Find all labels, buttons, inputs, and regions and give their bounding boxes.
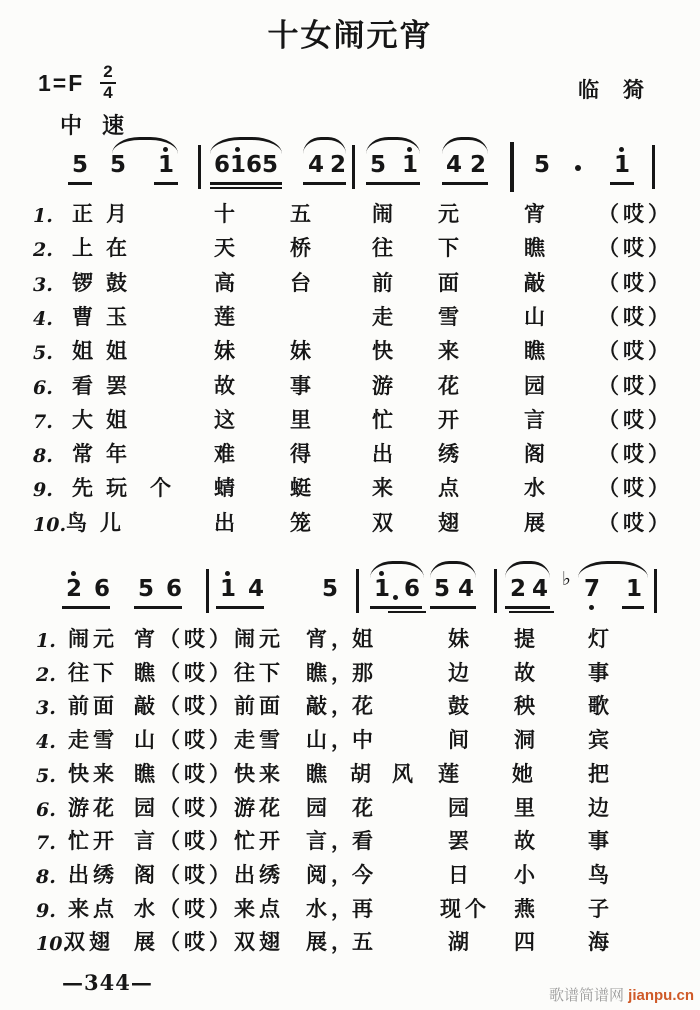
verse-cell: 现个 xyxy=(440,898,490,921)
verse-number: 5. xyxy=(36,765,56,787)
note-digit: 6 xyxy=(404,576,421,602)
verse-cell: 宾 xyxy=(588,729,613,752)
verse-cell: 里 xyxy=(290,409,315,432)
key-signature: 1=F xyxy=(38,70,85,96)
verse-cell: 罢 xyxy=(448,830,473,853)
octave-dot xyxy=(393,595,398,600)
note-digit: 4 xyxy=(248,576,265,602)
verse-cell: 阅， xyxy=(306,864,356,887)
note-digit: 4 xyxy=(458,576,475,602)
verse-cell: 园 xyxy=(448,797,473,820)
note-digit: 6 xyxy=(166,576,183,602)
verse-cell: 展， xyxy=(306,931,356,954)
verse-number: 7. xyxy=(36,832,56,854)
verse-cell: 秧 xyxy=(514,695,539,718)
verse-cell: 天 xyxy=(214,237,239,260)
verse-cell: 瞧 xyxy=(306,763,331,786)
verse-cell: 言（哎）忙开 xyxy=(134,830,284,853)
verse-cell: （哎） xyxy=(598,477,673,500)
verse-cell: 看 xyxy=(72,375,97,398)
watermark-url: jianpu.cn xyxy=(628,987,694,1004)
verse-cell: 再 xyxy=(352,898,377,921)
octave-dot xyxy=(225,571,230,576)
verse-cell: 双翅 xyxy=(64,931,114,954)
verse-cell: 边 xyxy=(588,797,613,820)
octave-dot xyxy=(619,147,624,152)
verse-cell: 前 xyxy=(372,272,397,295)
beam-underline xyxy=(509,611,554,614)
verse-cell: 元 xyxy=(438,203,463,226)
verse-cell: 个 xyxy=(150,477,175,500)
beam-underline xyxy=(610,182,634,185)
verse-cell: 正 xyxy=(72,203,97,226)
verse-cell: 往 xyxy=(372,237,397,260)
octave-dot xyxy=(589,605,594,610)
barline xyxy=(352,145,355,189)
verse-cell: 下 xyxy=(438,237,463,260)
verse-cell: 风 xyxy=(392,763,417,786)
beam-underline xyxy=(430,606,476,609)
verse-cell: 蜓 xyxy=(290,477,315,500)
time-signature xyxy=(100,63,115,102)
slur-arc xyxy=(505,561,550,578)
verse-cell: 玉 xyxy=(106,306,131,329)
verse-cell: 忙开 xyxy=(68,830,118,853)
verse-number: 6. xyxy=(36,799,56,821)
page-number: —344— xyxy=(62,970,153,995)
verse-cell: 瞧 xyxy=(524,237,549,260)
verse-cell: 在 xyxy=(106,237,131,260)
key-time-signature xyxy=(38,62,116,102)
verse-cell: 走 xyxy=(372,306,397,329)
verse-cell: 锣 xyxy=(72,272,97,295)
verse-cell: 来点 xyxy=(68,898,118,921)
verse-number: 4. xyxy=(36,731,56,753)
note-digit: 1 xyxy=(158,152,175,178)
verse-cell: 出 xyxy=(372,443,397,466)
barline xyxy=(356,569,359,613)
verse-cell: 今 xyxy=(352,864,377,887)
verse-cell: 花 xyxy=(352,797,377,820)
verse-cell: （哎） xyxy=(598,443,673,466)
slur-arc xyxy=(578,561,648,578)
verse-cell: 山（哎）走雪 xyxy=(134,729,284,752)
verse-cell: 提 xyxy=(514,628,539,651)
watermark-site-name: 歌谱简谱网 xyxy=(548,987,629,1004)
verse-cell: 来 xyxy=(372,477,397,500)
verse-cell: 游 xyxy=(372,375,397,398)
verse-cell: 园（哎）游花 xyxy=(134,797,284,820)
verse-number: 4. xyxy=(33,308,53,330)
verse-cell: 瞧 xyxy=(524,340,549,363)
verse-cell: 故 xyxy=(214,375,239,398)
verse-cell: 儿 xyxy=(100,512,125,535)
verse-number: 10. xyxy=(33,514,67,536)
verse-cell: （哎） xyxy=(598,375,673,398)
verse-cell: 故 xyxy=(514,662,539,685)
verse-cell: 五 xyxy=(290,203,315,226)
beam-underline xyxy=(370,606,422,609)
verse-cell: 面 xyxy=(438,272,463,295)
verse-number: 6. xyxy=(33,377,53,399)
verse-cell: 鼓 xyxy=(106,272,131,295)
octave-dot xyxy=(379,571,384,576)
verse-cell: 曹 xyxy=(72,306,97,329)
verse-cell: 得 xyxy=(290,443,315,466)
time-signature-denominator: 4 xyxy=(100,82,115,103)
barline xyxy=(510,142,514,192)
verse-cell: 阁 xyxy=(524,443,549,466)
verse-cell: 灯 xyxy=(588,628,613,651)
verse-number: 9. xyxy=(33,479,53,501)
verse-cell: 水（哎）来点 xyxy=(134,898,284,921)
verse-cell: 高 xyxy=(214,272,239,295)
verse-cell: 瞧， xyxy=(306,662,356,685)
verse-cell: 展 xyxy=(524,512,549,535)
verse-cell: 间 xyxy=(448,729,473,752)
verse-cell: 鸟 xyxy=(588,864,613,887)
verse-cell: 边 xyxy=(448,662,473,685)
verse-cell: 宵 xyxy=(524,203,549,226)
barline xyxy=(198,145,201,189)
octave-dot xyxy=(163,147,168,152)
verse-cell: 绣 xyxy=(438,443,463,466)
verse-cell: 桥 xyxy=(290,237,315,260)
verse-cell: 来 xyxy=(438,340,463,363)
verse-cell: 敲 xyxy=(524,272,549,295)
verse-cell: 鸟 xyxy=(66,512,91,535)
verse-cell: 事 xyxy=(588,830,613,853)
note-digit: 4 xyxy=(532,576,549,602)
verse-cell: （哎） xyxy=(598,512,673,535)
verse-cell: 大 xyxy=(72,409,97,432)
verse-cell: 中 xyxy=(352,729,377,752)
verse-cell: 莲 xyxy=(214,306,239,329)
tempo-marking: 中速 xyxy=(60,113,145,138)
verse-number: 2. xyxy=(36,664,56,686)
note-digit: 5 xyxy=(370,152,387,178)
verse-cell: 把 xyxy=(588,763,613,786)
verse-cell: 园 xyxy=(524,375,549,398)
verse-cell: 花 xyxy=(352,695,377,718)
beam-underline xyxy=(210,182,282,185)
verse-cell: 水 xyxy=(524,477,549,500)
verse-number: 10. xyxy=(36,933,70,955)
verse-number: 5. xyxy=(33,342,53,364)
verse-cell: 莲 xyxy=(438,763,463,786)
beam-underline xyxy=(210,187,282,190)
beam-underline xyxy=(134,606,182,609)
verse-number: 7. xyxy=(33,411,53,433)
verse-cell: 洞 xyxy=(514,729,539,752)
verse-cell: 水， xyxy=(306,898,356,921)
watermark xyxy=(549,984,694,1005)
verse-cell: 常 xyxy=(72,443,97,466)
verse-cell: 快来 xyxy=(68,763,118,786)
note-digit: 1 xyxy=(402,152,419,178)
note-digit: 1 xyxy=(374,576,391,602)
verse-cell: 事 xyxy=(588,662,613,685)
verse-cell: 敲（哎）前面 xyxy=(134,695,284,718)
barline xyxy=(206,569,209,613)
verse-number: 8. xyxy=(33,445,53,467)
verse-cell: 那 xyxy=(352,662,377,685)
verse-cell: 小 xyxy=(514,864,539,887)
verse-cell: 瞧（哎）往下 xyxy=(134,662,284,685)
verse-number: 9. xyxy=(36,900,56,922)
note-digit: 4 xyxy=(446,152,463,178)
verse-cell: 闹 xyxy=(372,203,397,226)
beam-underline xyxy=(442,182,488,185)
verse-number: 3. xyxy=(36,697,56,719)
barline xyxy=(494,569,497,613)
verse-cell: 先 xyxy=(72,477,97,500)
verse-cell: 宵， xyxy=(306,628,356,651)
verse-cell: 姐 xyxy=(106,340,131,363)
verse-cell: 五 xyxy=(352,931,377,954)
note-digit: 1 xyxy=(230,152,247,178)
verse-cell: 双 xyxy=(372,512,397,535)
verse-cell: 雪 xyxy=(438,306,463,329)
verse-cell: 敲， xyxy=(306,695,356,718)
note-digit: 2 xyxy=(66,576,83,602)
octave-dot xyxy=(235,147,240,152)
verse-cell: 阁（哎）出绣 xyxy=(134,864,284,887)
barline xyxy=(652,145,655,189)
note-digit: 6 xyxy=(246,152,263,178)
beam-underline xyxy=(366,182,420,185)
note-digit: 1 xyxy=(626,576,643,602)
verse-cell: 宵（哎）闹元 xyxy=(134,628,284,651)
beam-underline xyxy=(62,606,110,609)
verse-cell: 前面 xyxy=(68,695,118,718)
verse-cell: 日 xyxy=(448,864,473,887)
verse-cell: 言 xyxy=(524,409,549,432)
verse-cell: 上 xyxy=(72,237,97,260)
verse-cell: 看 xyxy=(352,830,377,853)
verse-cell: （哎） xyxy=(598,306,673,329)
verse-cell: （哎） xyxy=(598,340,673,363)
note-digit: 2 xyxy=(510,576,527,602)
verse-cell: 妹 xyxy=(214,340,239,363)
verse-cell: 园 xyxy=(306,797,331,820)
note-digit: 5 xyxy=(322,576,339,602)
verse-cell: 四 xyxy=(514,931,539,954)
verse-cell: 走雪 xyxy=(68,729,118,752)
flat-accidental: ♭ xyxy=(562,569,571,590)
verse-number: 2. xyxy=(33,239,53,261)
verse-cell: 翅 xyxy=(438,512,463,535)
verse-cell: 妹 xyxy=(290,340,315,363)
slur-arc xyxy=(370,561,424,578)
note-digit: 1 xyxy=(614,152,631,178)
note-digit: 5 xyxy=(72,152,89,178)
verse-cell: 姐 xyxy=(352,628,377,651)
verse-cell: 燕 xyxy=(514,898,539,921)
verse-cell: 子 xyxy=(588,898,613,921)
beam-underline xyxy=(622,606,644,609)
verse-cell: 台 xyxy=(290,272,315,295)
verse-cell: 故 xyxy=(514,830,539,853)
verse-cell: （哎） xyxy=(598,203,673,226)
note-digit: 6 xyxy=(214,152,231,178)
verse-cell: （哎） xyxy=(598,409,673,432)
slur-arc xyxy=(303,137,346,154)
verse-cell: 出绣 xyxy=(68,864,118,887)
verse-number: 1. xyxy=(36,630,56,652)
note-digit: 5 xyxy=(262,152,279,178)
note-digit: 7 xyxy=(584,576,601,602)
verse-cell: 开 xyxy=(438,409,463,432)
verse-cell: 胡 xyxy=(350,763,375,786)
beam-underline xyxy=(154,182,178,185)
note-digit: 6 xyxy=(94,576,111,602)
verse-cell: 出 xyxy=(214,512,239,535)
note-digit: 5 xyxy=(138,576,155,602)
octave-dot xyxy=(407,147,412,152)
verse-cell: 姐 xyxy=(72,340,97,363)
region-credit: 临猗 xyxy=(578,79,668,102)
verse-cell: 往下 xyxy=(68,662,118,685)
slur-arc xyxy=(430,561,476,578)
verse-cell: 歌 xyxy=(588,695,613,718)
verse-cell: 年 xyxy=(106,443,131,466)
slur-arc xyxy=(442,137,488,154)
verse-number: 3. xyxy=(33,274,53,296)
verse-cell: 里 xyxy=(514,797,539,820)
verse-cell: 点 xyxy=(438,477,463,500)
beam-underline xyxy=(505,606,550,609)
verse-cell: 鼓 xyxy=(448,695,473,718)
verse-cell: 瞧（哎）快来 xyxy=(134,763,284,786)
verse-cell: 山， xyxy=(306,729,356,752)
verse-cell: 湖 xyxy=(448,931,473,954)
verse-cell: 罢 xyxy=(106,375,131,398)
verse-cell: （哎） xyxy=(598,237,673,260)
verse-cell: 蜻 xyxy=(214,477,239,500)
verse-cell: 难 xyxy=(214,443,239,466)
slur-arc xyxy=(366,137,420,154)
note-digit: 4 xyxy=(308,152,325,178)
verse-cell: 这 xyxy=(214,409,239,432)
verse-cell: 山 xyxy=(524,306,549,329)
verse-cell: 海 xyxy=(588,931,613,954)
note-digit: 2 xyxy=(330,152,347,178)
time-signature-numerator: 2 xyxy=(103,62,113,81)
verse-number: 1. xyxy=(33,205,53,227)
verse-cell: 闹元 xyxy=(68,628,118,651)
beam-underline xyxy=(68,182,92,185)
verse-cell: 快 xyxy=(372,340,397,363)
note-digit: 5 xyxy=(110,152,127,178)
note-digit: 1 xyxy=(220,576,237,602)
song-title: 十女闹元宵 xyxy=(267,18,433,53)
verse-cell: 展（哎）双翅 xyxy=(134,931,284,954)
verse-cell: 十 xyxy=(214,203,239,226)
barline xyxy=(654,569,657,613)
verse-cell: 妹 xyxy=(448,628,473,651)
verse-cell: 笼 xyxy=(290,512,315,535)
verse-cell: 忙 xyxy=(372,409,397,432)
note-digit: 5 xyxy=(534,152,551,178)
verse-cell: 游花 xyxy=(68,797,118,820)
verse-cell: 姐 xyxy=(106,409,131,432)
octave-dot xyxy=(71,571,76,576)
beam-underline xyxy=(388,611,426,614)
verse-cell: 她 xyxy=(512,763,537,786)
verse-cell: 月 xyxy=(106,203,131,226)
verse-cell: 言， xyxy=(306,830,356,853)
verse-cell: 事 xyxy=(290,375,315,398)
slur-arc xyxy=(210,137,282,154)
beam-underline xyxy=(216,606,264,609)
note-digit: 5 xyxy=(434,576,451,602)
verse-number: 8. xyxy=(36,866,56,888)
octave-dot xyxy=(575,165,581,171)
note-digit: 2 xyxy=(470,152,487,178)
verse-cell: 花 xyxy=(438,375,463,398)
beam-underline xyxy=(303,182,346,185)
verse-cell: （哎） xyxy=(598,272,673,295)
verse-cell: 玩 xyxy=(106,477,131,500)
